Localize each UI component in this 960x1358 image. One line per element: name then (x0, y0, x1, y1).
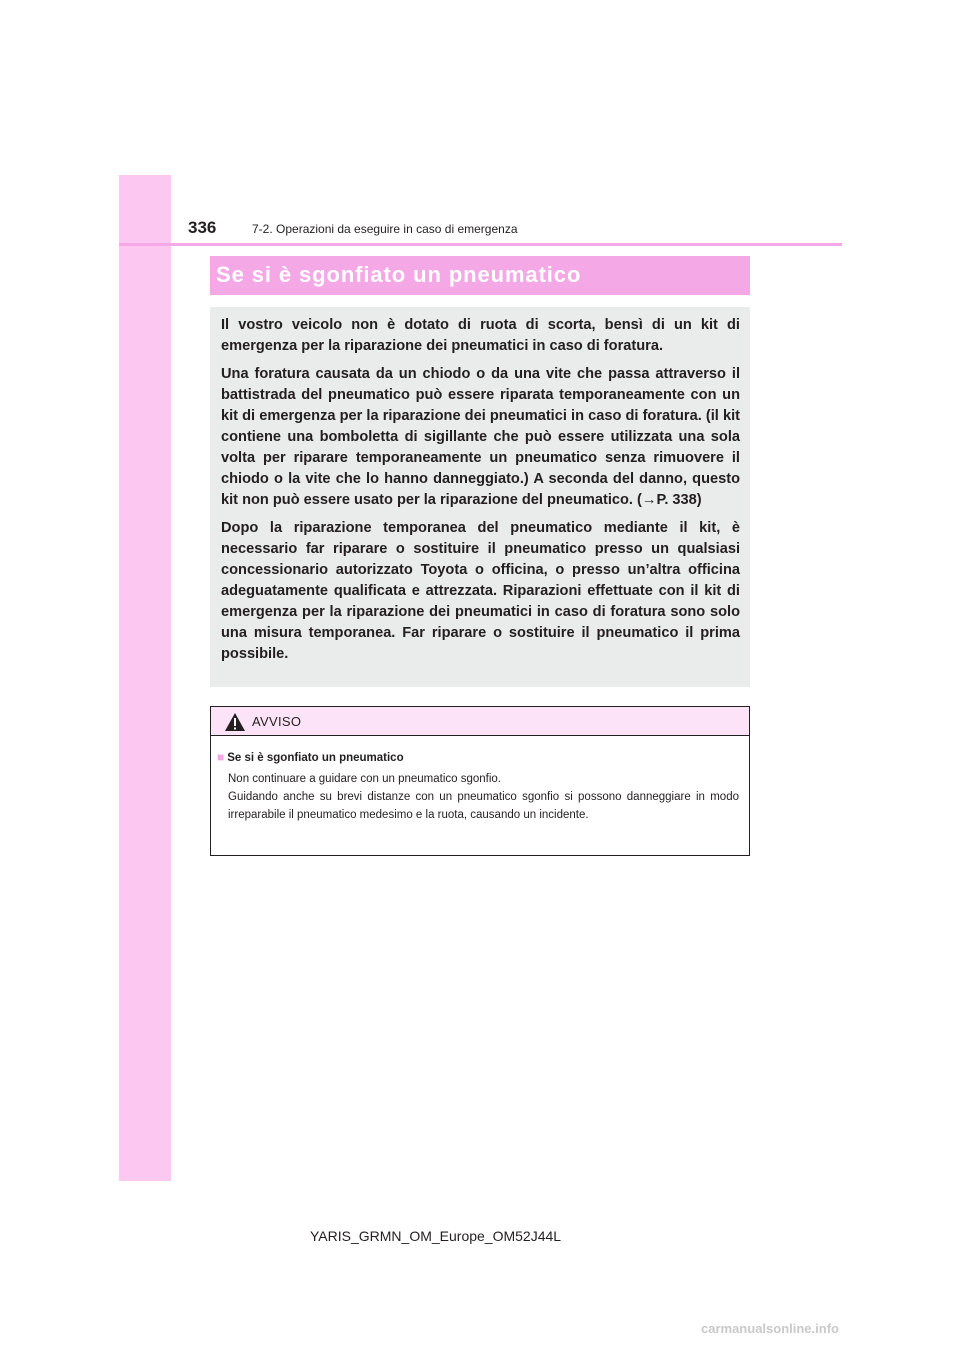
bullet-square-icon: ■ (217, 750, 225, 764)
warning-text: Non continuare a guidare con un pneumatico sgonfio. (228, 773, 501, 785)
section-reference: 7-2. Operazioni da eseguire in caso di emergenza (252, 222, 518, 236)
warning-box (210, 706, 750, 856)
intro-paragraph: Il vostro veicolo non è dotato di ruota di scorta, bensì di un kit di emergenza per la riparazione dei pneumatici in caso di foratura. (221, 317, 740, 354)
header-divider (119, 243, 842, 246)
warning-triangle-icon (224, 712, 246, 732)
warning-text: Guidando anche su brevi distanze con un pneumatico sgonfio si possono danneggiare in modo irreparabile il pneumatico medesimo e la ruota, causando un incidente. (228, 791, 739, 821)
warning-body (211, 736, 749, 824)
document-code: YARIS_GRMN_OM_Europe_OM52J44L (310, 1228, 562, 1244)
watermark: carmanualsonline.info (701, 1321, 839, 1336)
intro-paragraph: Dopo la riparazione temporanea del pneumatico mediante il kit, è necessario far riparare o sostituire il pneumatico presso un qualsiasi concessionario autorizzato Toyota o officina, o presso un’altra officina adeguatamente qualificata e attrezzata. Riparazioni effettuate con il kit di emergenza per la riparazione dei pneumatici in caso di foratura sono solo una misura temporanea. Far riparare o sostituire il pneumatico il prima possibile. (221, 520, 740, 662)
page-title: Se si è sgonfiato un pneumatico (216, 262, 582, 287)
warning-heading (217, 749, 739, 766)
warning-title: AVVISO (252, 714, 302, 729)
warning-header (211, 707, 749, 736)
intro-box (210, 307, 750, 687)
warning-heading-text: Se si è sgonfiato un pneumatico (227, 752, 404, 764)
side-tab-band (119, 175, 171, 1181)
page-number: 336 (188, 218, 217, 237)
title-bar (210, 256, 750, 295)
intro-paragraph: Una foratura causata da un chiodo o da una vite che passa attraverso il battistrada del pneumatico può essere riparata temporaneamente con un kit di emergenza per la riparazione dei pneumatici in caso di foratura. (il kit contiene una bomboletta di sigillante che può essere utilizzata una sola volta per riparare temporaneamente un pneumatico senza rimuovere il chiodo o la vite che lo hanno danneggiato.) A seconda del danno, questo kit non può essere usato per la riparazione del pneumatico. (→P. 338) (221, 366, 740, 508)
